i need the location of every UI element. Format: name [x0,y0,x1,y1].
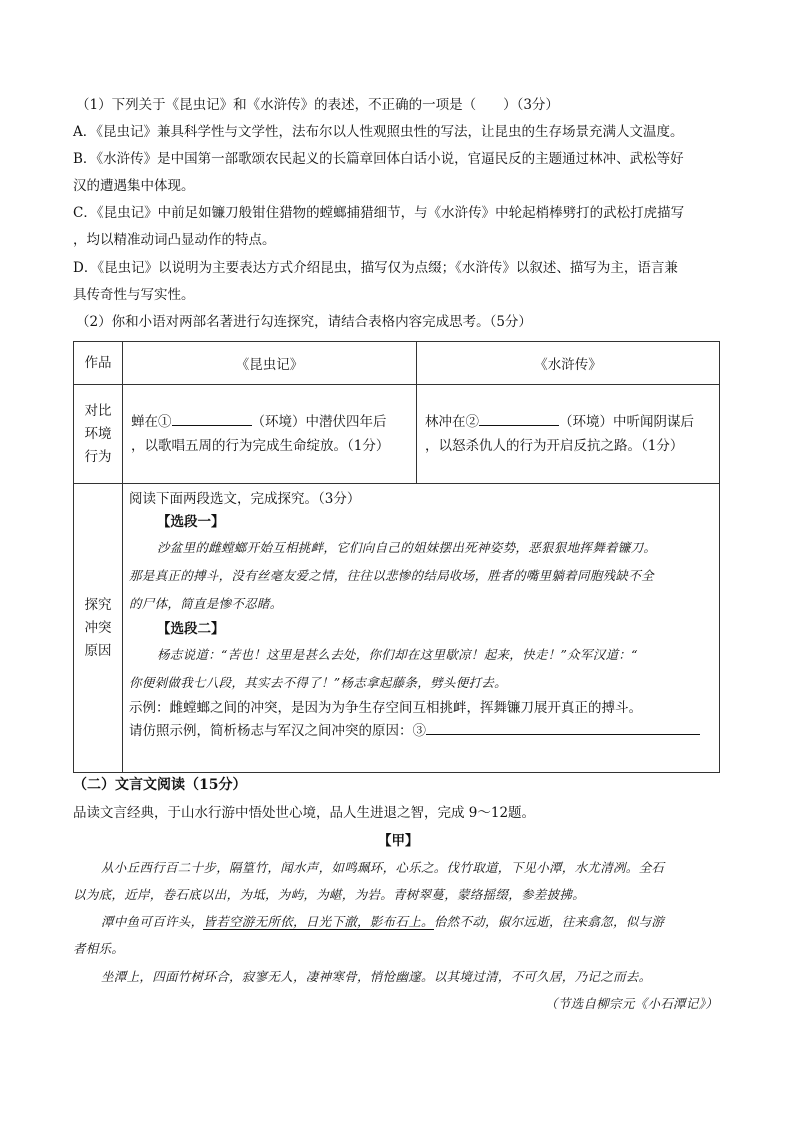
cell-kunchongji [123,385,417,484]
table-header-work: 作品 [74,342,123,385]
selection1-line: 那是真正的搏斗，没有丝毫友爱之情，往往以悲惨的结局收场，胜者的嘴里躺着同胞残缺不全 [129,568,654,583]
passage-line: 从小丘西行百二十步，隔篁竹，闻水声，如鸣珮环，心乐之。伐竹取道，下见小潭，水尤清冽。全石 [101,860,665,875]
selection2-line: 你便剁做我七八段，其实去不得了！”杨志拿起藤条，劈头便打去。 [129,675,507,690]
q1-stem: （1）下列关于《昆虫记》和《水浒传》的表述，不正确的一项是（ ）（3分） [76,97,559,113]
row-label-line: 原因 [84,642,112,659]
q1-option-c-line2: ，均以精准动词凸显动作的特点。 [73,232,276,248]
row-label-explore [74,484,123,773]
row-label-compare [74,385,123,484]
row-label-line: 探究 [84,596,112,613]
q1-option-c-line1: C．《昆虫记》中前足如镰刀般钳住猎物的螳螂捕猎细节，与《水浒传》中轮起梢棒劈打的武松打虎描写 [73,205,685,221]
underlined-sentence: 皆若空游无所依，日光下澈，影布石上。 [203,914,434,929]
table-header-book2: 《水浒传》 [417,342,720,385]
q1-option-a: A．《昆虫记》兼具科学性与文学性，法布尔以人性观照虫性的写法，让昆虫的生存场景充满人文温度。 [73,124,684,140]
selection2-line: 杨志说道：“苦也！这里是甚么去处，你们却在这里歇凉！起来，快走！”众军汉道：“ [157,647,638,662]
q2-stem: （2）你和小语对两部名著进行勾连探究，请结合表格内容完成思考。（5分） [76,314,532,330]
cell-text: （环境）中潜伏四年后 [251,414,387,430]
passage-source: （节选自柳宗元《小石潭记》） [545,996,718,1011]
selection1-title: 【选段一】 [157,514,225,530]
row-label-line: 对比 [84,402,112,419]
explore-intro: 阅读下面两段选文，完成探究。（3分） [129,491,361,507]
row-label-line: 行为 [84,448,112,465]
cell-text: 林冲在② [425,414,479,430]
passage-jia-title: 【甲】 [378,833,419,849]
answer-blank-3[interactable] [426,720,700,735]
section2-title: （二）文言文阅读（15分） [73,777,247,793]
cell-shuihuzhuan [417,385,720,484]
selection1-line: 的尸体，简直是惨不忍睹。 [129,596,283,611]
selection2-title: 【选段二】 [157,621,225,637]
passage-text: 潭中鱼可百许头， [101,914,204,929]
passage-line [101,912,664,932]
row-label-line: 冲突 [84,619,112,636]
passage-line: 坐潭上，四面竹树环合，寂寥无人，凄神寒骨，悄怆幽邃。以其境过清，不可久居，乃记之而去。 [101,969,652,984]
answer-prompt: 请仿照示例，简析杨志与军汉之间冲突的原因：③ [129,723,426,739]
section2-intro: 品读文言经典，于山水行游中悟处世心境，品人生进退之智，完成 9～12题。 [73,805,536,821]
passage-line: 以为底，近岸，卷石底以出，为坻，为屿，为嵁，为岩。青树翠蔓，蒙络摇缀，参差披拂。 [73,887,586,902]
answer-blank-1[interactable] [172,411,252,426]
cell-text: ，以怒杀仇人的行为开启反抗之路。（1分） [425,438,684,454]
row-label-line: 环境 [84,425,112,442]
answer-blank-2[interactable] [479,411,559,426]
q1-option-b-line1: B．《水浒传》是中国第一部歌颂农民起义的长篇章回体白话小说，官逼民反的主题通过林冲、武松等好 [73,151,684,167]
passage-text: 佁然不动，俶尔远逝，往来翕忽，似与游 [433,914,665,929]
q1-option-d-line2: 具传奇性与写实性。 [73,287,195,303]
example-text: 示例：雌螳螂之间的冲突，是因为为争生存空间互相挑衅，挥舞镰刀展开真正的搏斗。 [129,700,642,716]
comparison-table [73,341,720,773]
passage-line: 者相乐。 [73,941,125,956]
table-header-book1: 《昆虫记》 [123,342,417,385]
cell-text: ，以歌唱五周的行为完成生命绽放。（1分） [131,438,390,454]
q1-option-b-line2: 汉的遭遇集中体现。 [73,178,195,194]
selection1-line: 沙盆里的雌螳螂开始互相挑衅，它们向自己的姐妹摆出死神姿势，恶狠狠地挥舞着镰刀。 [157,540,657,555]
cell-text: （环境）中听闻阴谋后 [559,414,694,430]
explore-cell [123,484,720,773]
q1-option-d-line1: D．《昆虫记》以说明为主要表达方式介绍昆虫，描写仅为点缀；《水浒传》以叙述、描写为主，语言兼 [73,260,678,276]
cell-text: 蝉在① [131,414,172,430]
